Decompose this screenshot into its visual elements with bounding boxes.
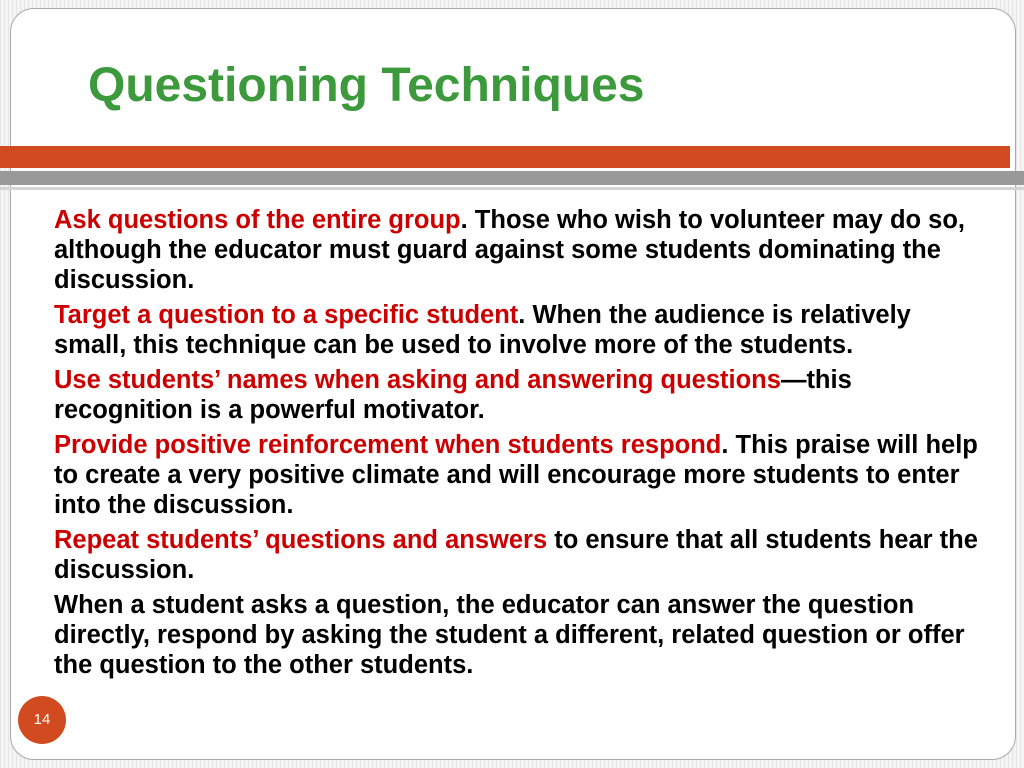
technique-paragraph [54,430,988,520]
page-number-badge: 14 [18,696,66,744]
technique-text: When a student asks a question, the educator can answer the question directly, respond by asking the student a different, related question or offer the question to the other students. [54,591,965,679]
technique-highlight: Target a question to a specific student [54,301,519,329]
technique-text: . Those who wish to volunteer may do so, although the educator must guard against some students dominating the discussion. [54,206,966,294]
technique-text: . This praise will help to create a very positive climate and will encourage more students to enter into the discussion. [54,431,978,519]
technique-paragraph [54,590,988,680]
title-underline-gray-bar [0,171,1024,185]
technique-paragraph [54,205,988,295]
technique-text: . When the audience is relatively small, this technique can be used to involve more of the students. [54,301,911,359]
technique-highlight: Ask questions of the entire group [54,206,461,234]
technique-text: —this recognition is a powerful motivator. [54,366,852,424]
title-underline-thin-bar [0,187,1024,190]
technique-highlight: Repeat students’ questions and answers [54,526,548,554]
technique-paragraph [54,525,988,585]
title-underline-accent-bar [0,146,1010,168]
slide-body [54,205,988,685]
technique-paragraph [54,300,988,360]
technique-text: to ensure that all students hear the discussion. [54,526,978,584]
technique-paragraph [54,365,988,425]
technique-highlight: Use students’ names when asking and answering questions [54,366,781,394]
technique-highlight: Provide positive reinforcement when students respond [54,431,722,459]
slide-title: Questioning Techniques [88,59,645,112]
